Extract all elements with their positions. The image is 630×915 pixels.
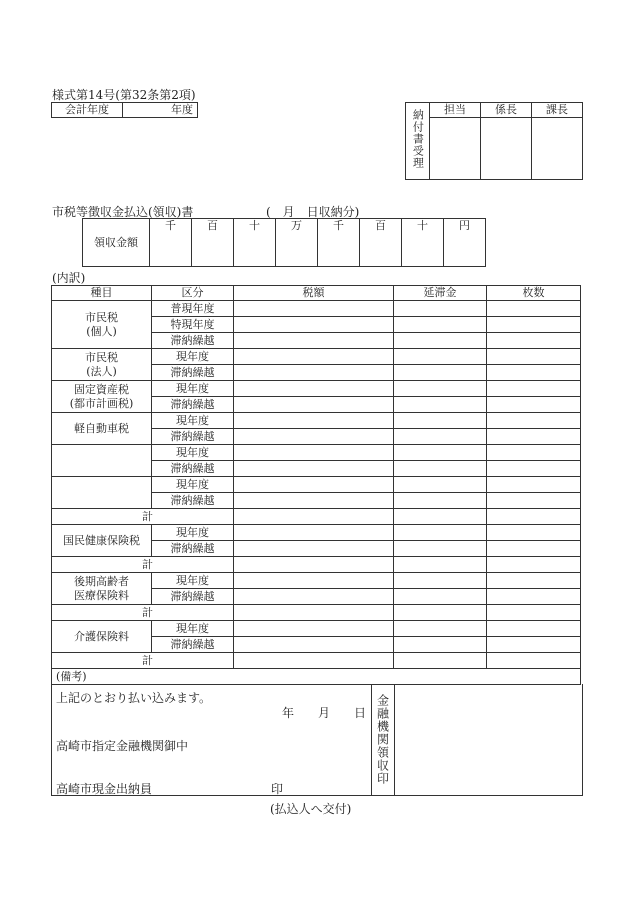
tax-cell[interactable] (234, 397, 394, 413)
approval-stamp-cell[interactable] (481, 117, 532, 179)
row-sub: 現年度 (152, 349, 234, 365)
digit-cell[interactable]: 十 (402, 219, 444, 267)
remarks-date: 年 月 日 (282, 706, 367, 720)
count-cell[interactable] (487, 301, 581, 317)
tax-cell[interactable] (234, 301, 394, 317)
late-fee-cell[interactable] (394, 301, 487, 317)
approval-header-kakaricho: 係長 (481, 103, 532, 118)
digit-cell[interactable]: 万 (276, 219, 318, 267)
tax-cell[interactable] (234, 493, 394, 509)
tax-cell[interactable] (234, 541, 394, 557)
late-fee-cell[interactable] (394, 429, 487, 445)
row-sub: 現年度 (152, 413, 234, 429)
count-cell[interactable] (487, 653, 581, 669)
col-header-division: 区分 (152, 286, 234, 301)
date-note: ( 月 日収納分) (266, 205, 360, 219)
row-sub: 滞納繰越 (152, 493, 234, 509)
row-name-municipal-individual: 市民税 (個人) (52, 301, 152, 349)
tax-cell[interactable] (234, 525, 394, 541)
doc-title: 市税等徴収金払込(領収)書 (52, 205, 194, 219)
row-sub: 滞納繰越 (152, 333, 234, 349)
tax-cell[interactable] (234, 429, 394, 445)
approval-stamp-cell[interactable] (430, 117, 481, 179)
tax-cell[interactable] (234, 477, 394, 493)
bank-receipt-label-cell (371, 684, 395, 796)
row-name-light-vehicle: 軽自動車税 (52, 413, 152, 445)
count-cell[interactable] (487, 573, 581, 589)
row-sub: 滞納繰越 (152, 461, 234, 477)
row-name-nursing-care: 介護保険料 (52, 621, 152, 653)
count-cell[interactable] (487, 525, 581, 541)
tax-cell[interactable] (234, 621, 394, 637)
digit-cell[interactable]: 千 (150, 219, 192, 267)
late-fee-cell[interactable] (394, 509, 487, 525)
late-fee-cell[interactable] (394, 525, 487, 541)
amount-box (82, 218, 486, 267)
digit-cell[interactable]: 円 (444, 219, 486, 267)
row-name-blank[interactable] (52, 445, 152, 477)
approval-box (405, 102, 583, 180)
bank-receipt-stamp-area[interactable] (394, 684, 583, 796)
row-name-blank[interactable] (52, 477, 152, 509)
fiscal-year-box (51, 102, 198, 118)
tax-cell[interactable] (234, 461, 394, 477)
late-fee-cell[interactable] (394, 397, 487, 413)
digit-cell[interactable]: 十 (234, 219, 276, 267)
tax-cell[interactable] (234, 349, 394, 365)
count-cell[interactable] (487, 365, 581, 381)
digit-cell[interactable]: 百 (192, 219, 234, 267)
count-cell[interactable] (487, 333, 581, 349)
row-sub: 現年度 (152, 477, 234, 493)
count-cell[interactable] (487, 605, 581, 621)
col-header-category: 種目 (52, 286, 152, 301)
total-label: 計 (52, 653, 234, 669)
count-cell[interactable] (487, 621, 581, 637)
tax-cell[interactable] (234, 445, 394, 461)
digit-cell[interactable]: 百 (360, 219, 402, 267)
remarks-label: (備考) (52, 669, 581, 685)
footer-note: (払込人へ交付) (270, 802, 352, 816)
count-cell[interactable] (487, 541, 581, 557)
row-sub: 普現年度 (152, 301, 234, 317)
late-fee-cell[interactable] (394, 557, 487, 573)
breakdown-label: (内訳) (52, 271, 86, 285)
remarks-recipient: 高崎市指定金融機関御中 (56, 739, 189, 753)
row-name-municipal-corporate: 市民税 (法人) (52, 349, 152, 381)
late-fee-cell[interactable] (394, 333, 487, 349)
tax-cell[interactable] (234, 365, 394, 381)
count-cell[interactable] (487, 429, 581, 445)
late-fee-cell[interactable] (394, 461, 487, 477)
row-sub: 現年度 (152, 573, 234, 589)
row-sub: 滞納繰越 (152, 637, 234, 653)
tax-cell[interactable] (234, 557, 394, 573)
approval-header-kacho: 課長 (532, 103, 583, 118)
row-sub: 滞納繰越 (152, 397, 234, 413)
row-name-national-health: 国民健康保険税 (52, 525, 152, 557)
count-cell[interactable] (487, 397, 581, 413)
count-cell[interactable] (487, 381, 581, 397)
count-cell[interactable] (487, 493, 581, 509)
tax-cell[interactable] (234, 509, 394, 525)
approval-header-tanto: 担当 (430, 103, 481, 118)
late-fee-cell[interactable] (394, 653, 487, 669)
tax-cell[interactable] (234, 589, 394, 605)
late-fee-cell[interactable] (394, 365, 487, 381)
count-cell[interactable] (487, 317, 581, 333)
count-cell[interactable] (487, 509, 581, 525)
tax-cell[interactable] (234, 637, 394, 653)
remarks-statement: 上記のとおり払い込みます。 (56, 691, 212, 705)
count-cell[interactable] (487, 477, 581, 493)
late-fee-cell[interactable] (394, 445, 487, 461)
fiscal-year-unit: 年度 (123, 103, 198, 118)
row-name-fixed-asset: 固定資産税 (都市計画税) (52, 381, 152, 413)
row-sub: 現年度 (152, 525, 234, 541)
late-fee-cell[interactable] (394, 477, 487, 493)
approval-stamp-cell[interactable] (532, 117, 583, 179)
total-label: 計 (52, 509, 234, 525)
late-fee-cell[interactable] (394, 317, 487, 333)
late-fee-cell[interactable] (394, 637, 487, 653)
col-header-late-fee: 延滞金 (394, 286, 487, 301)
row-sub: 現年度 (152, 445, 234, 461)
tax-cell[interactable] (234, 381, 394, 397)
row-sub: 滞納繰越 (152, 429, 234, 445)
total-label: 計 (52, 557, 234, 573)
tax-cell[interactable] (234, 333, 394, 349)
row-name-late-elderly: 後期高齢者 医療保険料 (52, 573, 152, 605)
approval-side-label (406, 103, 430, 180)
row-sub: 滞納繰越 (152, 541, 234, 557)
cashier-seal: 印 (271, 782, 284, 796)
late-fee-cell[interactable] (394, 605, 487, 621)
late-fee-cell[interactable] (394, 413, 487, 429)
late-fee-cell[interactable] (394, 589, 487, 605)
tax-cell[interactable] (234, 317, 394, 333)
approval-side-text: 納付書受理 (411, 109, 425, 169)
breakdown-table (51, 285, 581, 685)
col-header-tax: 税額 (234, 286, 394, 301)
tax-cell[interactable] (234, 605, 394, 621)
form-id: 様式第14号(第32条第2項) (52, 88, 196, 102)
count-cell[interactable] (487, 461, 581, 477)
late-fee-cell[interactable] (394, 349, 487, 365)
row-sub: 特現年度 (152, 317, 234, 333)
late-fee-cell[interactable] (394, 493, 487, 509)
count-cell[interactable] (487, 413, 581, 429)
tax-cell[interactable] (234, 573, 394, 589)
row-sub: 滞納繰越 (152, 365, 234, 381)
row-sub: 現年度 (152, 621, 234, 637)
row-sub: 滞納繰越 (152, 589, 234, 605)
tax-cell[interactable] (234, 413, 394, 429)
late-fee-cell[interactable] (394, 621, 487, 637)
count-cell[interactable] (487, 589, 581, 605)
digit-cell[interactable]: 千 (318, 219, 360, 267)
late-fee-cell[interactable] (394, 573, 487, 589)
count-cell[interactable] (487, 557, 581, 573)
late-fee-cell[interactable] (394, 541, 487, 557)
amount-label: 領収金額 (83, 219, 150, 267)
fiscal-year-label: 会計年度 (52, 103, 123, 118)
row-sub: 現年度 (152, 381, 234, 397)
bank-receipt-label: 金融機関領収印 (375, 694, 390, 785)
late-fee-cell[interactable] (394, 381, 487, 397)
col-header-count: 枚数 (487, 286, 581, 301)
count-cell[interactable] (487, 445, 581, 461)
tax-cell[interactable] (234, 653, 394, 669)
count-cell[interactable] (487, 349, 581, 365)
count-cell[interactable] (487, 637, 581, 653)
remarks-cashier: 高崎市現金出納員 (56, 782, 153, 796)
total-label: 計 (52, 605, 234, 621)
